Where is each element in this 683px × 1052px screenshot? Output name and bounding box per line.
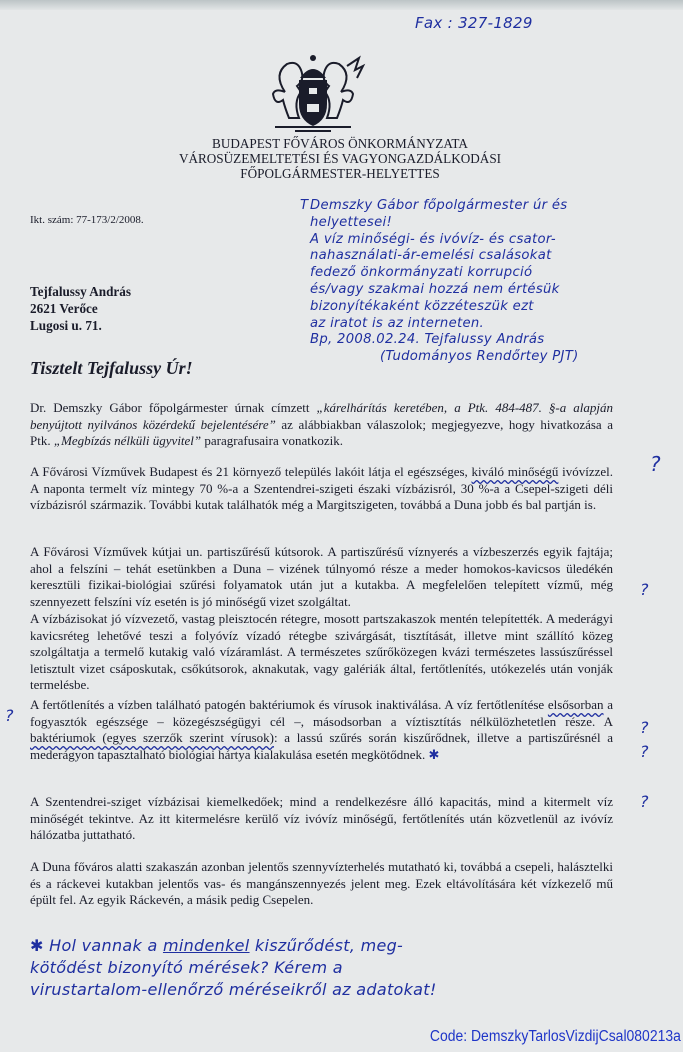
note-line <box>30 935 670 957</box>
paragraph-2 <box>30 464 613 514</box>
asterisk-mark: ✱ <box>428 746 440 762</box>
note-line: nahasználati-ár-emelési csalásokat <box>310 248 552 264</box>
question-mark: ? <box>640 718 649 737</box>
paragraph-3: A Fővárosi Vízművek kútjai un. partiszűrésű kútsorok. A partiszűrésű víznyerés a vízbeszerzés egyik fajtája; ahol a felszíni – tehát esetünkben a Duna – vizének túlnyomó része a meder homokos-kavicsos üledékén keresztüli fizikai-biológiai szűrési folyamatok után jut a kutakba. A megfelelően telepített vízmű, még szennyezett felszíni víz esetén is jó minőségű vizet szolgáltat. <box>30 544 613 609</box>
recipient-address <box>30 283 131 334</box>
recipient-city: 2621 Verőce <box>30 301 98 316</box>
paragraph-4: A vízbázisokat jó vízvezető, vastag pleisztocén rétegre, mosott partszakaszok mentén telepítették. A mederágyi kavicsréteg lehetővé teszi a folyóvíz vízadó rétegbe szivárgását, tisztítását, illetve mint szállító közeg szolgáltatja a termelő kutakig való vízáramlást. A természetes szűrőközegen kvázi természetes lassúszűréssel letisztult vizet csáposkutak, csőkútsorok, aknakutak, vagy galériák által, fertőtlenítés, utókezelés után vonják termelésbe. <box>30 611 613 693</box>
document-code-label: Code: DemszkyTarlosVizdijCsal080213a <box>430 1028 681 1045</box>
handwritten-bottom-note <box>30 935 670 1001</box>
letterhead-title <box>130 136 550 181</box>
note-mark: T <box>300 198 309 213</box>
text: ivóvízzel. A naponta termelt víz mintegy 70 %-a a Szentendrei-szigeti északi vízbázisról, 30 %-a a Csepel-szigeti déli vízbázisról származik. További kutak találhatók még a Margitszigeten, továbbá a Duna jobb és bal partján is. <box>30 464 614 513</box>
question-mark: ? <box>640 792 649 811</box>
salutation: Tisztelt Tejfalussy Úr! <box>30 358 193 378</box>
text: kiszűrődést, meg- <box>249 936 404 955</box>
question-mark: ? <box>650 452 661 476</box>
letterhead-line: VÁROSÜZEMELTETÉSI ÉS VAGYONGAZDÁLKODÁSI <box>178 151 502 166</box>
recipient-street: Lugosi u. 71. <box>30 318 102 333</box>
question-mark: ? <box>5 706 14 725</box>
note-line: helyettesei! <box>310 214 393 230</box>
underlined-text: baktériumok (egyes szerzők szerint vírusok) <box>30 730 274 746</box>
paragraph-7: A Duna főváros alatti szakaszán azonban jelentős szennyvízterhelés mutatható ki, továbbá a csepeli, halásztelki és a ráckevei kutakban jelentős vas- és mangánszennyezés jelent meg. Ezek eltávolítására két vízkezelő mű épült fel. Az egyik Ráckevén, a másik pedig Csepelen. <box>30 859 613 908</box>
note-line: kötődést bizonyító mérések? Kérem a <box>30 958 343 977</box>
note-line: az iratot is az interneten. <box>310 315 485 331</box>
text: A fertőtlenítés a vízben található patogén baktériumok és vírusok inaktiválása. A víz fertőtlenítése <box>30 697 548 712</box>
quoted-text: „kárelhárítás keretében, a Ptk. 484-487. §-a alapján benyújtott nyilvános közérdekű bejelentésére” <box>30 400 613 432</box>
text: : a lassú szűrés során kiszűrődnek, illetve a partiszűrésnél a mederágyon tapasztalható biológiai hártya kialakulása esetén megkötődnek. <box>30 730 614 762</box>
reference-number: Ikt. szám: 77-173/2/2008. <box>30 214 144 226</box>
note-line: bizonyítékaként közzéteszük ezt <box>310 298 534 314</box>
recipient-name: Tejfalussy András <box>30 284 132 299</box>
question-mark: ? <box>640 580 649 599</box>
paragraph-6: A Szentendrei-sziget vízbázisai kiemelkedőek; mind a rendelkezésre álló kapacitás, mind a kitermelt víz minőségét tekintve. Az itt kitermelésre kerülő víz ivóvíz minőségű, fertőtlenítés után közvetlenül az ivóvíz hálózatba juttatható. <box>30 794 613 843</box>
asterisk-mark: ✱ <box>30 936 44 955</box>
note-line: Demszky Gábor főpolgármester úr és <box>310 198 568 213</box>
text: a fogyasztók egészsége – közegészségügyi cél –, másodsorban a víztisztítás nélkülözhetetlen része. A <box>30 697 613 729</box>
letterhead-line: BUDAPEST FŐVÁROS ÖNKORMÁNYZATA <box>212 136 468 151</box>
note-line: és/vagy szakmai hozzá nem értésük <box>310 281 560 297</box>
note-line: (Tudományos Rendőrtey PJT) <box>380 349 579 365</box>
handwritten-note <box>300 198 680 366</box>
quoted-text: „Megbízás nélküli ügyvitel” <box>53 433 202 449</box>
text: paragrafusaira vonatkozik. <box>201 433 344 449</box>
question-mark: ? <box>640 742 649 761</box>
handwritten-fax-number: Fax : 327-1829 <box>415 14 533 32</box>
note-line: Bp, 2008.02.24. Tejfalussy András <box>310 332 545 348</box>
scan-edge <box>0 0 683 10</box>
text: Dr. Demszky Gábor főpolgármester úrnak címzett <box>30 400 317 415</box>
note-line: virustartalom-ellenőrző méréseikről az adatokat! <box>30 980 437 999</box>
text: A Fővárosi Vízművek Budapest és 21 környező település lakóit látja el egészséges, <box>30 464 472 479</box>
underlined-text: kiváló minőségű <box>471 464 559 479</box>
text: az alábbiakban válaszolok; megjegyezve, hogy hivatkozása a Ptk. <box>30 416 613 449</box>
note-line: fedező önkormányzati korrupció <box>310 265 533 281</box>
underlined-text: mindenkel <box>162 936 250 955</box>
underlined-text: elsősorban <box>547 697 604 712</box>
text: Hol vannak a <box>49 936 163 955</box>
paragraph-5 <box>30 697 613 763</box>
letterhead-line: FŐPOLGÁRMESTER-HELYETTES <box>240 166 440 181</box>
note-line: A víz minőségi- és ivóvíz- és csator- <box>310 231 556 247</box>
paragraph-1 <box>30 400 613 450</box>
coat-of-arms-logo <box>255 52 371 134</box>
